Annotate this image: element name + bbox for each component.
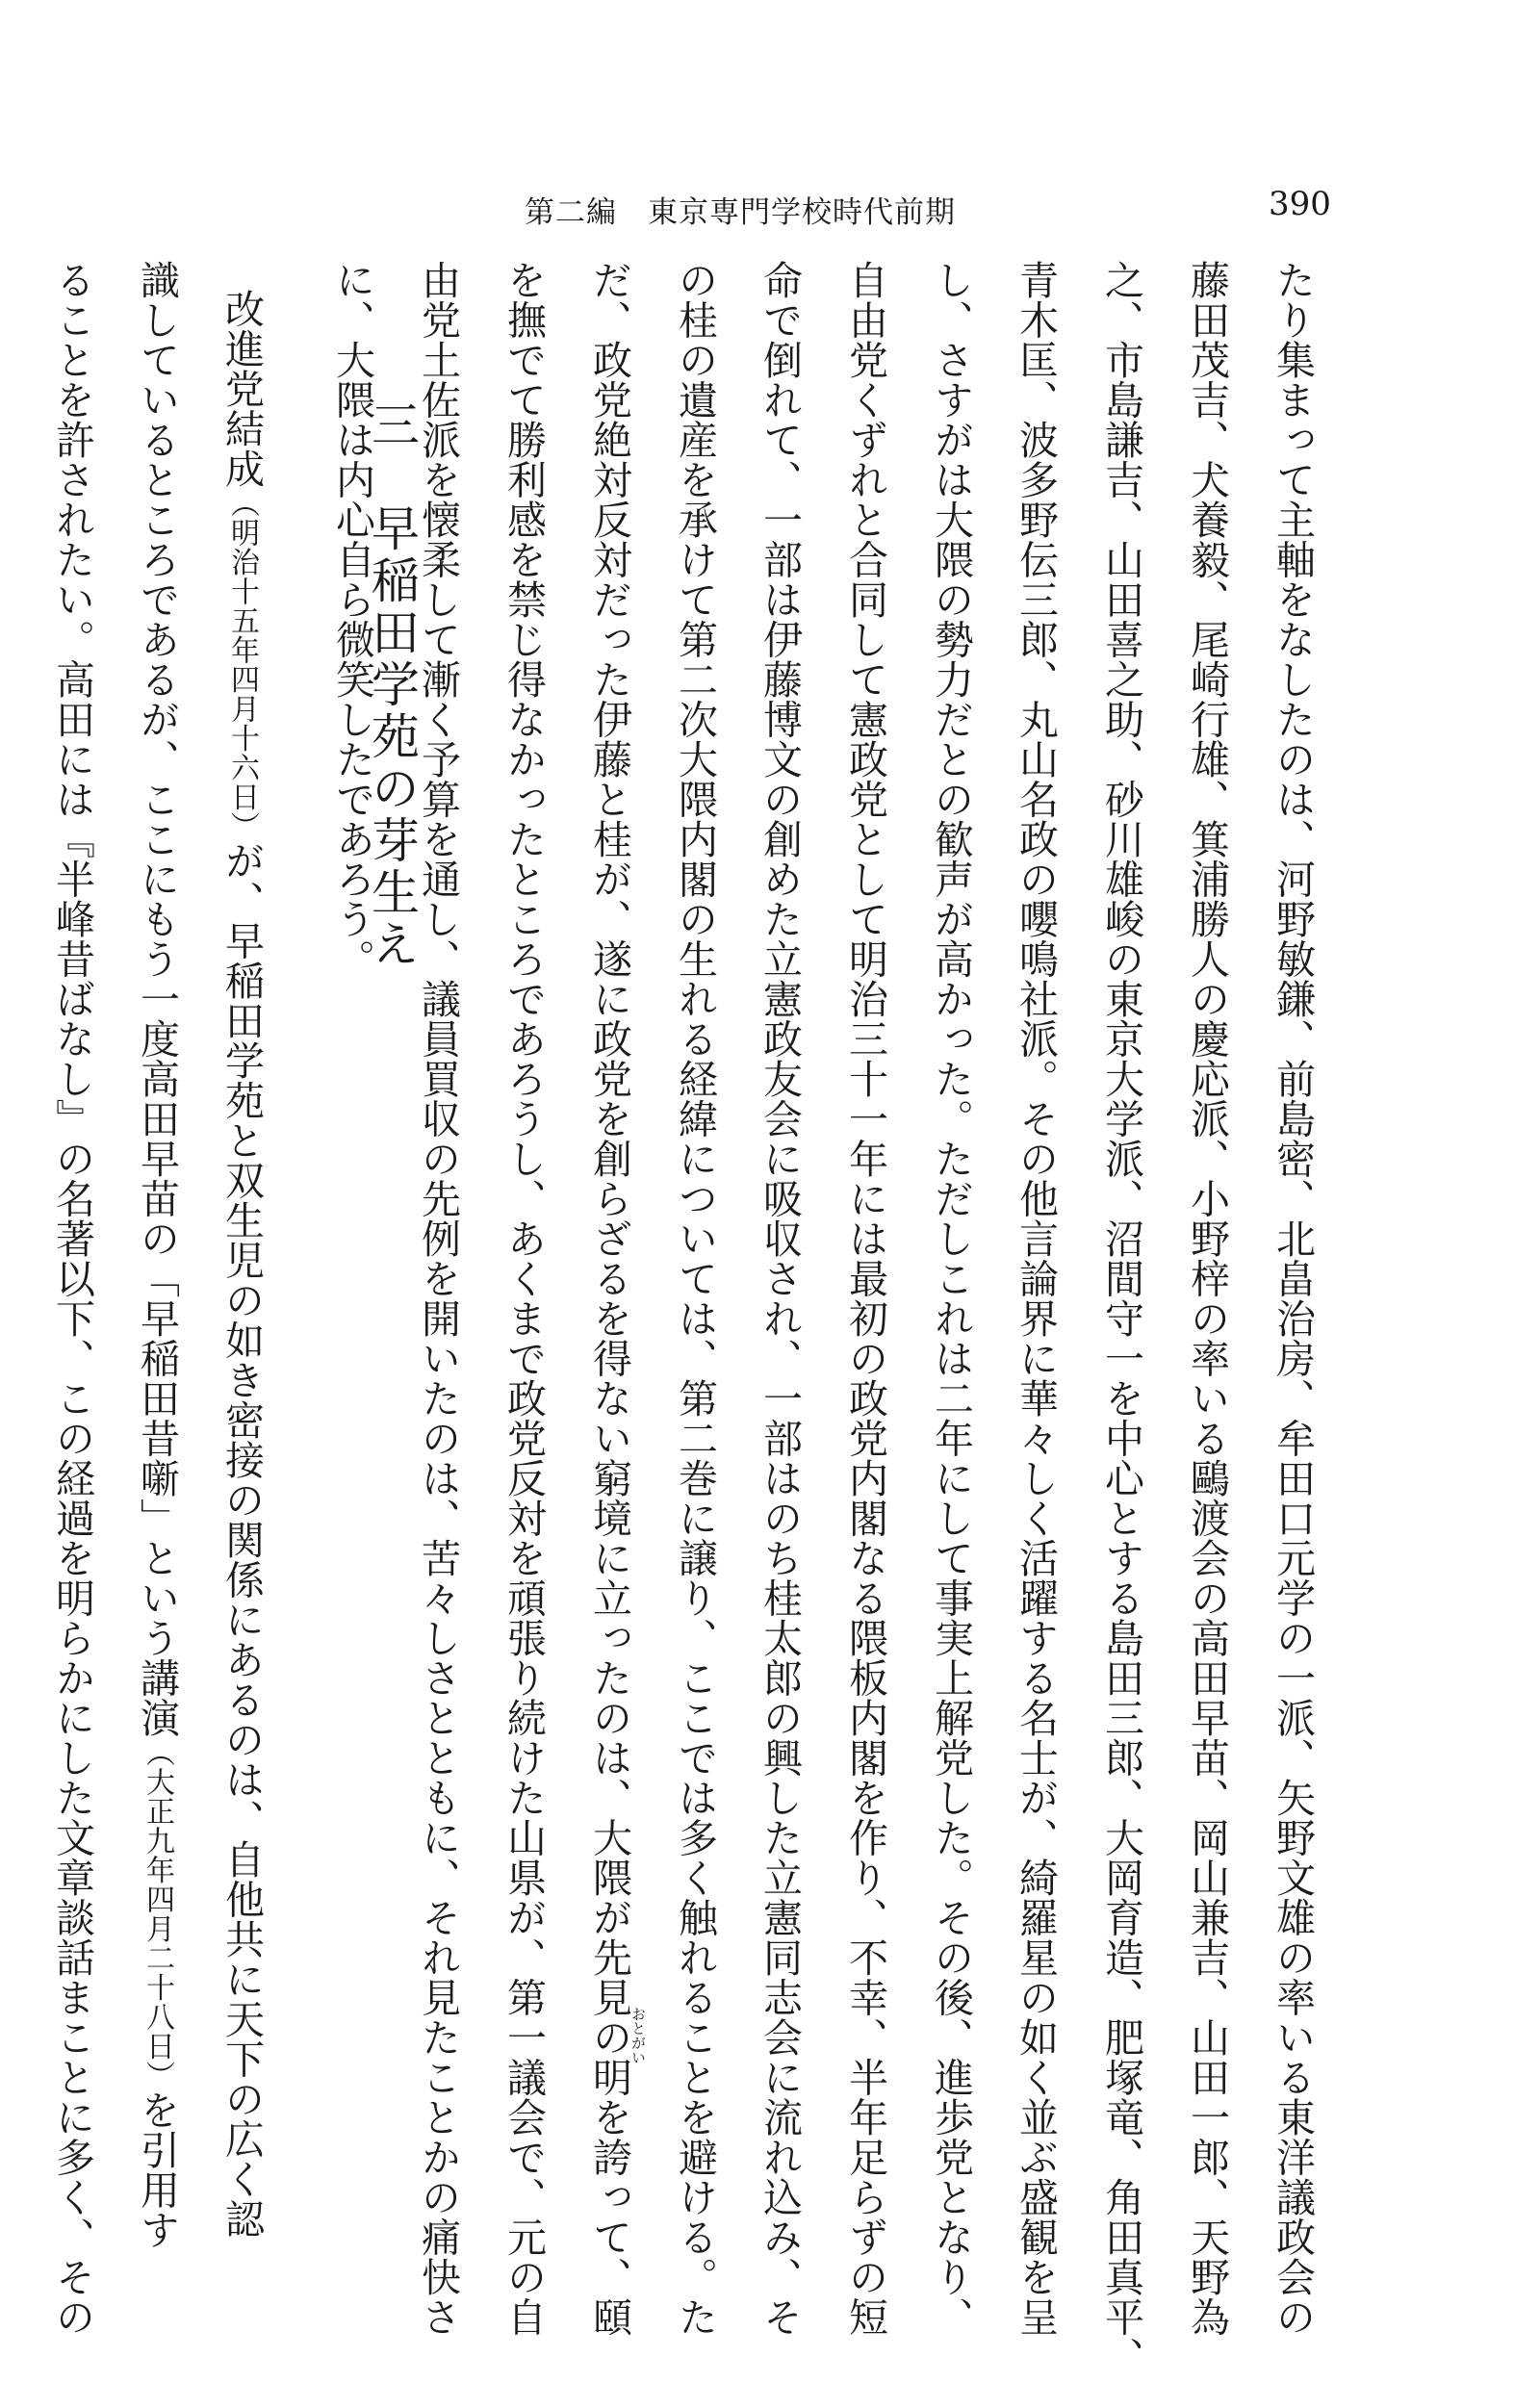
section-heading: 三 早稲田学苑の芽生え [364,399,420,971]
text-column-3: 之、市島謙吉、山田喜之助、砂川雄峻の東京大学派、沼間守一を中心とする島田三郎、大岡育造、肥塚竜、角田真平、 [1098,260,1144,2377]
text-column-10: を撫でて勝利感を禁じ得なかったところであろうし、あくまで政党反対を頑張り続けた山県が、第一議会で、元の自 [500,260,547,2337]
section-col2-rest: を引用す [134,2089,180,2250]
text-column-4: 青木匡、波多野伝三郎、丸山名政の嚶鳴社派。その他言論界に華々しく活躍する名士が、綺羅星の如く並ぶ盛観を呈 [1013,260,1059,2337]
text-column-2: 藤田茂吉、犬養毅、尾崎行雄、箕浦勝人の慶応派、小野梓の率いる鷗渡会の高田早苗、岡山兼吉、山田一郎、天野為 [1184,260,1230,2337]
text-column-11: 由党土佐派を懐柔して漸く予算を通し、議員買収の先例を開いたのは、苦々しさとともに、それ見たことかの痛快さ [415,260,461,2337]
ruby-annotation: おとがい [629,2007,647,2064]
section-col1-rest: が、早稲田学苑と双生児の如き密接の関係にあるのは、自他共に天下の広く認 [218,840,265,2239]
section-column-2 [134,260,180,2250]
section-col1-start: 改進党結成 [218,289,265,489]
date-annotation: （大正九年四月二十八日） [141,1737,174,2090]
text-column-12: に、大隈は内心自ら微笑したであろう。 [329,260,375,979]
section-col2-start: 識しているところであるが、ここにもう一度高田早苗の「早稲田昔噺」という講演 [134,260,180,1738]
running-title: 第二編 東京専門学校時代前期 [525,195,956,230]
text-column-5: し、さすがは大隈の勢力だとの歓声が高かった。ただしこれは二年にして事実上解党した。その後、進歩党となり、 [928,260,974,2337]
text-column-1: たり集まって主軸をなしたのは、河野敏鎌、前島密、北畠治房、牟田口元学の一派、矢野文雄の率いる東洋議政会の [1270,260,1316,2337]
text-column-6: 自由党くずれと合同して憲政党として明治三十一年には最初の政党内閣なる隈板内閣を作り、不幸、半年足らずの短 [842,260,888,2337]
text-column-9: だ、政党絶対反対だった伊藤と桂が、遂に政党を創らざるを得ない窮境に立ったのは、大隈が先見の明を誇って、頤 [586,260,632,2337]
text-column-8: の桂の遺産を承けて第二次大隈内閣の生れる経緯については、第二巻に譲り、ここでは多く触れることを避ける。た [672,260,718,2337]
section-column-3: ることを許されたい。高田には『半峰昔ばなし』の名著以下、この経過を明らかにした文章談話まことに多く、その [49,260,95,2337]
page-number: 390 [1269,185,1331,223]
text-column-7: 命で倒れて、一部は伊藤博文の創めた立憲政友会に吸収され、一部はのち桂太郎の興した立憲同志会に流れ込み、そ [757,260,803,2337]
date-annotation: （明治十五年四月十六日） [225,488,259,841]
section-column-1 [218,289,265,2239]
